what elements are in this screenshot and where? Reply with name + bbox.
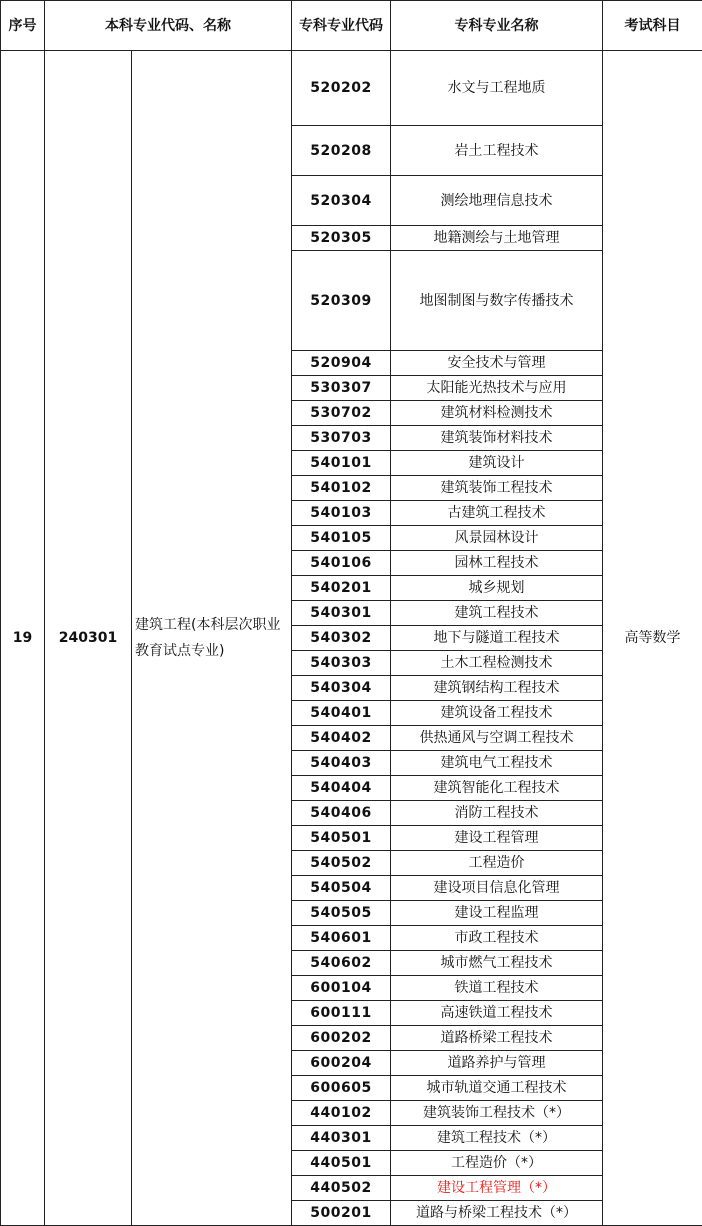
assoc-name-cell: 建筑装饰工程技术（*）: [391, 1101, 603, 1126]
assoc-name-cell: 建筑材料检测技术: [391, 401, 603, 426]
assoc-name-cell: 道路桥梁工程技术: [391, 1026, 603, 1051]
assoc-code-cell: 600204: [292, 1051, 391, 1076]
assoc-code-cell: 540101: [292, 451, 391, 476]
assoc-code-cell: 540602: [292, 951, 391, 976]
header-row: [1, 1, 702, 51]
assoc-name-cell: 土木工程检测技术: [391, 651, 603, 676]
assoc-code-cell: 530307: [292, 376, 391, 401]
assoc-code-cell: 520208: [292, 126, 391, 176]
assoc-name-cell: 建筑电气工程技术: [391, 751, 603, 776]
assoc-name-cell: 地下与隧道工程技术: [391, 626, 603, 651]
assoc-code-cell: 540302: [292, 626, 391, 651]
assoc-code-cell: 440102: [292, 1101, 391, 1126]
assoc-name-cell: 建筑工程技术（*）: [391, 1126, 603, 1151]
assoc-name-cell: 供热通风与空调工程技术: [391, 726, 603, 751]
assoc-name-cell: 工程造价: [391, 851, 603, 876]
bachelor-code-cell: 240301: [45, 51, 132, 1226]
assoc-code-cell: 540505: [292, 901, 391, 926]
assoc-name-cell: 园林工程技术: [391, 551, 603, 576]
assoc-name-cell: 市政工程技术: [391, 926, 603, 951]
assoc-name-cell: 道路与桥梁工程技术（*）: [391, 1201, 603, 1226]
assoc-code-cell: 520904: [292, 351, 391, 376]
assoc-code-cell: 540105: [292, 526, 391, 551]
assoc-name-cell: 建筑智能化工程技术: [391, 776, 603, 801]
assoc-code-cell: 540201: [292, 576, 391, 601]
assoc-name-cell: 高速铁道工程技术: [391, 1001, 603, 1026]
assoc-name-cell: 建设工程监理: [391, 901, 603, 926]
assoc-code-cell: 540501: [292, 826, 391, 851]
assoc-code-cell: 440501: [292, 1151, 391, 1176]
assoc-code-cell: 600202: [292, 1026, 391, 1051]
assoc-code-cell: 440502: [292, 1176, 391, 1201]
assoc-name-cell: 古建筑工程技术: [391, 501, 603, 526]
assoc-name-cell: 城市燃气工程技术: [391, 951, 603, 976]
assoc-name-cell: 风景园林设计: [391, 526, 603, 551]
assoc-code-cell: 540402: [292, 726, 391, 751]
assoc-code-cell: 540601: [292, 926, 391, 951]
assoc-name-cell: 安全技术与管理: [391, 351, 603, 376]
assoc-name-cell: 铁道工程技术: [391, 976, 603, 1001]
assoc-code-cell: 540502: [292, 851, 391, 876]
seq-cell: 19: [1, 51, 45, 1226]
assoc-name-cell: 地图制图与数字传播技术: [391, 251, 603, 351]
assoc-code-cell: 540401: [292, 701, 391, 726]
assoc-code-cell: 500201: [292, 1201, 391, 1226]
assoc-code-cell: 520309: [292, 251, 391, 351]
assoc-code-cell: 600605: [292, 1076, 391, 1101]
assoc-name-cell: 太阳能光热技术与应用: [391, 376, 603, 401]
assoc-code-cell: 540301: [292, 601, 391, 626]
assoc-code-cell: 540404: [292, 776, 391, 801]
assoc-code-cell: 530703: [292, 426, 391, 451]
assoc-code-cell: 540304: [292, 676, 391, 701]
assoc-name-cell: 城市轨道交通工程技术: [391, 1076, 603, 1101]
assoc-code-cell: 540403: [292, 751, 391, 776]
header-exam: 考试科目: [603, 1, 702, 51]
assoc-code-cell: 540106: [292, 551, 391, 576]
assoc-name-cell: 工程造价（*）: [391, 1151, 603, 1176]
assoc-name-cell: 建筑钢结构工程技术: [391, 676, 603, 701]
assoc-code-cell: 540103: [292, 501, 391, 526]
assoc-name-cell: 水文与工程地质: [391, 51, 603, 126]
assoc-code-cell: 540504: [292, 876, 391, 901]
bachelor-name-cell: 建筑工程(本科层次职业教育试点专业): [132, 51, 292, 1226]
assoc-name-cell: 建设工程管理: [391, 826, 603, 851]
assoc-name-cell: 道路养护与管理: [391, 1051, 603, 1076]
assoc-name-cell: 地籍测绘与土地管理: [391, 226, 603, 251]
assoc-code-cell: 440301: [292, 1126, 391, 1151]
assoc-name-cell: 建筑设计: [391, 451, 603, 476]
assoc-name-cell: 建设项目信息化管理: [391, 876, 603, 901]
assoc-name-cell: 建筑装饰材料技术: [391, 426, 603, 451]
header-seq: 序号: [1, 1, 45, 51]
table-row: [1, 51, 702, 126]
assoc-name-cell: 城乡规划: [391, 576, 603, 601]
assoc-name-cell: 消防工程技术: [391, 801, 603, 826]
assoc-name-cell: 岩土工程技术: [391, 126, 603, 176]
assoc-name-cell: 建筑设备工程技术: [391, 701, 603, 726]
assoc-code-cell: 520305: [292, 226, 391, 251]
assoc-name-cell: 建筑工程技术: [391, 601, 603, 626]
assoc-name-cell: 建筑装饰工程技术: [391, 476, 603, 501]
header-bachelor: 本科专业代码、名称: [45, 1, 292, 51]
assoc-code-cell: 530702: [292, 401, 391, 426]
assoc-code-cell: 600111: [292, 1001, 391, 1026]
assoc-code-cell: 600104: [292, 976, 391, 1001]
assoc-code-cell: 520202: [292, 51, 391, 126]
assoc-code-cell: 540102: [292, 476, 391, 501]
assoc-code-cell: 540406: [292, 801, 391, 826]
assoc-name-cell: 建设工程管理（*）: [391, 1176, 603, 1201]
assoc-name-cell: 测绘地理信息技术: [391, 176, 603, 226]
header-assoc-name: 专科专业名称: [391, 1, 603, 51]
assoc-code-cell: 540303: [292, 651, 391, 676]
exam-subject-cell: 高等数学: [603, 51, 702, 1226]
header-assoc-code: 专科专业代码: [292, 1, 391, 51]
assoc-code-cell: 520304: [292, 176, 391, 226]
